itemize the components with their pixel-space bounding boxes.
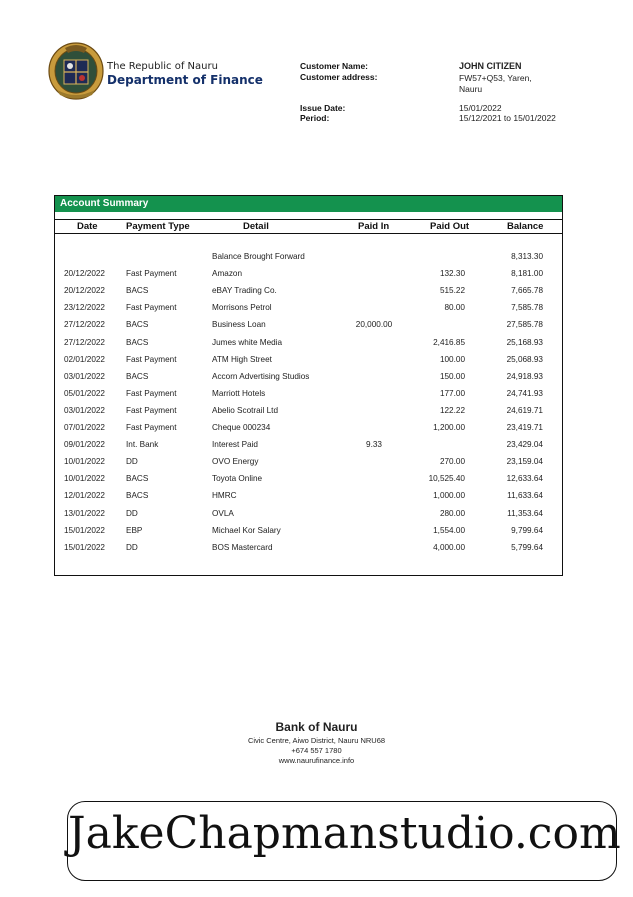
table-row [55, 351, 562, 368]
cell-balance: 11,353.64 [507, 508, 543, 518]
cell-detail: Interest Paid [212, 440, 258, 450]
table-row [55, 299, 562, 316]
cell-balance: 24,619.71 [506, 405, 543, 415]
cell-payment-type: Int. Bank [126, 440, 159, 450]
cell-date: 09/01/2022 [64, 440, 105, 450]
cell-detail: OVO Energy [212, 457, 259, 467]
cell-detail: Abelio Scotrail Ltd [212, 405, 278, 415]
cell-balance: 11,633.64 [507, 491, 543, 501]
cell-date: 13/01/2022 [64, 508, 105, 518]
cell-paid-out: 132.30 [439, 269, 465, 279]
cell-payment-type: Fast Payment [126, 388, 177, 398]
table-row [55, 470, 562, 487]
column-header-date: Date [77, 221, 98, 232]
customer-address-line1: FW57+Q53, Yaren, [459, 73, 532, 83]
cell-date: 02/01/2022 [64, 354, 105, 364]
customer-address-line2: Nauru [459, 84, 483, 94]
cell-paid-out: 515.22 [439, 286, 465, 296]
org-name-line2: Department of Finance [107, 73, 263, 87]
cell-detail: Morrisons Petrol [212, 303, 272, 313]
cell-paid-out: 1,554.00 [433, 525, 465, 535]
cell-detail: Balance Brought Forward [212, 252, 305, 261]
cell-date: 10/01/2022 [64, 457, 105, 467]
cell-paid-out: 80.00 [444, 303, 465, 313]
table-row [55, 248, 562, 265]
cell-balance: 12,633.64 [506, 474, 543, 484]
table-row [55, 316, 562, 333]
cell-payment-type: Fast Payment [126, 423, 177, 432]
table-row [55, 505, 562, 522]
cell-payment-type: BACS [126, 337, 149, 347]
cell-paid-out: 1,200.00 [433, 423, 465, 432]
customer-name-label: Customer Name: [300, 61, 369, 71]
column-header-paid-in: Paid In [358, 221, 390, 232]
cell-date: 15/01/2022 [64, 542, 105, 552]
cell-balance: 5,799.64 [511, 542, 543, 552]
table-row [55, 385, 562, 402]
cell-paid-out: 4,000.00 [433, 542, 465, 552]
org-name-line1: The Republic of Nauru [107, 61, 218, 72]
account-summary-table [54, 195, 563, 576]
cell-detail: BOS Mastercard [212, 542, 273, 552]
coat-of-arms-icon [47, 40, 105, 102]
cell-paid-out: 1,000.00 [433, 491, 465, 501]
cell-date: 05/01/2022 [64, 388, 105, 398]
cell-detail: Jumes white Media [212, 337, 283, 347]
cell-payment-type: BACS [126, 371, 149, 381]
watermark-box [67, 801, 621, 881]
table-row [55, 539, 562, 556]
cell-detail: OVLA [212, 508, 234, 518]
cell-balance: 24,741.93 [506, 388, 543, 398]
cell-date: 20/12/2022 [64, 269, 105, 279]
cell-balance: 23,429.04 [506, 440, 543, 450]
cell-payment-type: BACS [126, 491, 149, 501]
cell-balance: 25,068.93 [506, 354, 543, 364]
cell-payment-type: DD [126, 457, 138, 467]
cell-date: 12/01/2022 [64, 491, 105, 501]
table-row [55, 334, 562, 351]
cell-balance: 23,159.04 [506, 457, 543, 467]
bank-name: Bank of Nauru [275, 720, 358, 734]
column-header-balance: Balance [507, 221, 544, 232]
cell-detail: Marriott Hotels [212, 388, 266, 398]
issue-date-label: Issue Date: [300, 103, 346, 113]
customer-address-label: Customer address: [300, 72, 378, 82]
table-row [55, 436, 562, 453]
header-rule-bottom [55, 233, 562, 234]
cell-paid-in: 9.33 [366, 440, 382, 450]
cell-balance: 24,918.93 [506, 371, 543, 381]
cell-date: 27/12/2022 [64, 337, 105, 347]
cell-paid-out: 270.00 [439, 457, 465, 467]
bank-phone: +674 557 1780 [291, 746, 342, 755]
cell-date: 10/01/2022 [64, 474, 105, 484]
cell-date: 15/01/2022 [64, 525, 105, 535]
cell-date: 20/12/2022 [64, 286, 105, 296]
cell-balance: 25,168.93 [506, 337, 543, 347]
cell-date: 03/01/2022 [64, 405, 105, 415]
cell-payment-type: BACS [126, 320, 149, 330]
cell-paid-out: 10,525.40 [428, 474, 465, 484]
cell-balance: 7,665.78 [511, 286, 543, 296]
cell-detail: Business Loan [212, 320, 266, 330]
bank-address: Civic Centre, Aiwo District, Nauru NRU68 [247, 736, 386, 745]
cell-payment-type: DD [126, 508, 138, 518]
cell-paid-out: 280.00 [439, 508, 465, 518]
cell-paid-out: 122.22 [439, 405, 465, 415]
cell-detail: HMRC [212, 491, 237, 501]
watermark-text: JakeChapmanstudio.com [68, 808, 621, 859]
cell-paid-out: 150.00 [439, 371, 465, 381]
cell-payment-type: Fast Payment [126, 354, 177, 364]
table-row [55, 402, 562, 419]
cell-paid-out: 100.00 [439, 354, 465, 364]
cell-balance: 8,181.00 [511, 269, 543, 279]
cell-balance: 8,313.30 [511, 252, 543, 261]
cell-payment-type: Fast Payment [126, 303, 177, 313]
cell-balance: 27,585.78 [506, 320, 543, 330]
account-summary-title: Account Summary [55, 196, 562, 212]
table-row [55, 522, 562, 539]
cell-balance: 9,799.64 [511, 525, 543, 535]
cell-date: 23/12/2022 [64, 303, 105, 313]
cell-payment-type: Fast Payment [126, 269, 177, 279]
cell-detail: Accorn Advertising Studios [212, 371, 310, 381]
cell-detail: Toyota Online [212, 474, 263, 484]
cell-date: 03/01/2022 [64, 371, 105, 381]
cell-paid-in: 20,000.00 [355, 320, 393, 330]
cell-balance: 7,585.78 [511, 303, 543, 313]
issue-date-value: 15/01/2022 [459, 103, 502, 113]
cell-paid-out: 2,416.85 [433, 337, 465, 347]
period-value: 15/12/2021 to 15/01/2022 [459, 113, 556, 123]
cell-balance: 23,419.71 [506, 423, 543, 432]
table-row [55, 282, 562, 299]
cell-date: 27/12/2022 [64, 320, 105, 330]
table-row [55, 368, 562, 385]
cell-payment-type: Fast Payment [126, 405, 177, 415]
column-header-detail: Detail [243, 221, 269, 232]
cell-detail: Michael Kor Salary [212, 525, 281, 535]
cell-payment-type: DD [126, 542, 138, 552]
table-row [55, 265, 562, 282]
cell-date: 07/01/2022 [64, 423, 105, 432]
cell-detail: Cheque 000234 [212, 423, 271, 432]
bank-website: www.naurufinance.info [278, 756, 355, 765]
column-header-paid-out: Paid Out [430, 221, 470, 232]
table-row [55, 487, 562, 504]
cell-payment-type: BACS [126, 474, 149, 484]
cell-payment-type: EBP [126, 525, 143, 535]
customer-name-value: JOHN CITIZEN [459, 61, 522, 71]
cell-paid-out: 177.00 [439, 388, 465, 398]
cell-detail: Amazon [212, 269, 243, 279]
table-row [55, 419, 562, 436]
column-header-payment-type: Payment Type [126, 221, 190, 232]
period-label: Period: [300, 113, 330, 123]
cell-detail: ATM High Street [212, 354, 272, 364]
cell-detail: eBAY Trading Co. [212, 286, 277, 296]
cell-payment-type: BACS [126, 286, 149, 296]
table-row [55, 453, 562, 470]
